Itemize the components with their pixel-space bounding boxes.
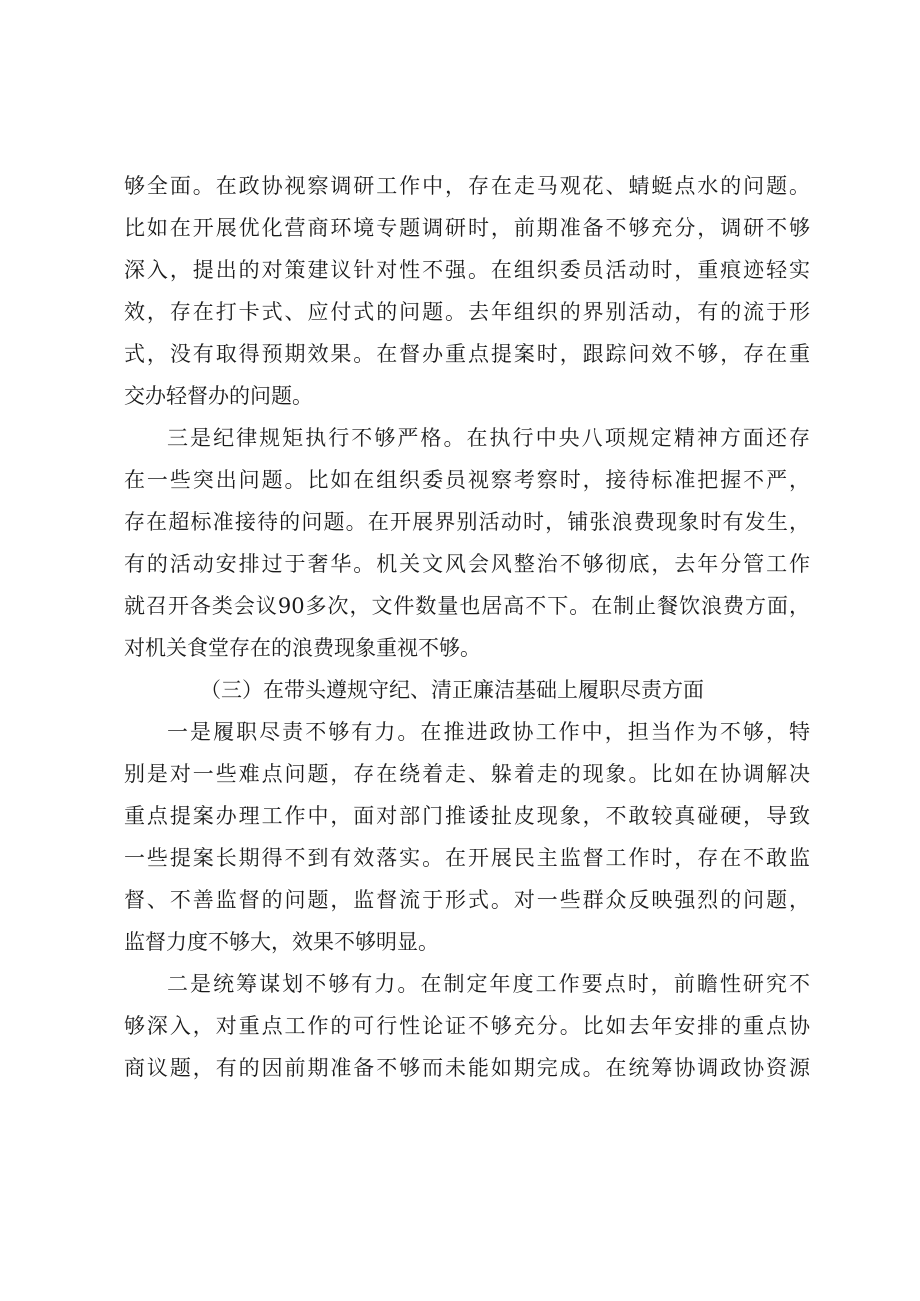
section-heading: （三）在带头遵规守纪、清正廉洁基础上履职尽责方面 (200, 678, 704, 702)
text-line: 深入，提出的对策建议针对性不强。在组织委员活动时，重痕迹轻实 (124, 258, 810, 282)
text-line: 对机关食堂存在的浪费现象重视不够。 (124, 636, 481, 660)
text-line: 别是对一些难点问题，存在绕着走、躲着走的现象。比如在协调解决 (124, 762, 810, 786)
text-line: 够深入，对重点工作的可行性论证不够充分。比如去年安排的重点协 (124, 1014, 810, 1038)
text-line: 督、不善监督的问题，监督流于形式。对一些群众反映强烈的问题， (124, 888, 810, 912)
text-line: 商议题，有的因前期准备不够而未能如期完成。在统筹协调政协资源 (124, 1056, 810, 1080)
paragraph-start-line: 三是纪律规矩执行不够严格。在执行中央八项规定精神方面还存 (167, 426, 810, 450)
text-line: 式，没有取得预期效果。在督办重点提案时，跟踪问效不够，存在重 (124, 342, 810, 366)
text-line: 监督力度不够大，效果不够明显。 (124, 930, 439, 954)
text-line: 交办轻督办的问题。 (124, 384, 313, 408)
paragraph-start-line: 一是履职尽责不够有力。在推进政协工作中，担当作为不够，特 (167, 720, 810, 744)
text-line: 重点提案办理工作中，面对部门推诿扯皮现象，不敢较真碰硬，导致 (124, 804, 810, 828)
paragraph-start-line: 二是统筹谋划不够有力。在制定年度工作要点时，前瞻性研究不 (167, 972, 810, 996)
text-line: 效，存在打卡式、应付式的问题。去年组织的界别活动，有的流于形 (124, 300, 810, 324)
text-line: 存在超标准接待的问题。在开展界别活动时，铺张浪费现象时有发生， (124, 510, 810, 534)
text-line: 在一些突出问题。比如在组织委员视察考察时，接待标准把握不严， (124, 468, 810, 492)
text-line: 比如在开展优化营商环境专题调研时，前期准备不够充分，调研不够 (124, 216, 810, 240)
text-line: 就召开各类会议90多次，文件数量也居高不下。在制止餐饮浪费方面， (124, 594, 810, 618)
text-line: 一些提案长期得不到有效落实。在开展民主监督工作时，存在不敢监 (124, 846, 810, 870)
text-line: 够全面。在政协视察调研工作中，存在走马观花、蜻蜓点水的问题。 (124, 174, 810, 198)
text-line: 有的活动安排过于奢华。机关文风会风整治不够彻底，去年分管工作 (124, 552, 810, 576)
